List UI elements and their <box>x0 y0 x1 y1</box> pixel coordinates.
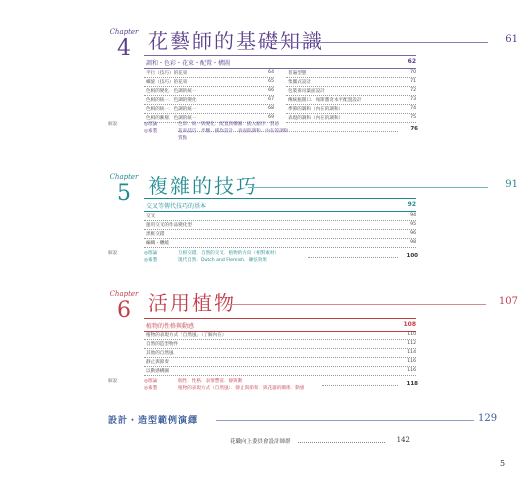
leader-line <box>298 442 385 443</box>
commentary-block-6 <box>108 378 418 394</box>
section-title: 植物的性格與動感 <box>146 323 195 330</box>
leader-line <box>178 131 398 132</box>
leader-line <box>248 187 488 188</box>
entry-page: 94 <box>410 213 416 218</box>
chapter-number: 6 <box>117 298 131 323</box>
entry-page: 67 <box>268 97 274 102</box>
leader-line <box>216 420 474 421</box>
chapter-title: 複雜的技巧 <box>148 174 258 198</box>
entry-page: 72 <box>410 88 416 93</box>
commentary-line: 色彩．統一與變化．配置與構圖．插入順序．質感 <box>178 122 280 127</box>
entry-page: 68 <box>268 106 274 111</box>
chapter-title: 活用植物 <box>148 291 236 315</box>
chapter-number: 4 <box>117 36 131 61</box>
entry-title: 色相的漸層．色調的統一 <box>146 116 197 121</box>
chapter-number: 5 <box>117 181 131 206</box>
entry-title: 色相的統一．色調的統一 <box>146 107 197 112</box>
commentary-page[interactable]: 100 <box>406 253 418 259</box>
entry-title: 傳統瓶開口．匈斯薔奇本平配置設計 <box>288 98 362 103</box>
commentary-block-5 <box>108 250 418 266</box>
entry-title: 植物的表現方式「自然風」（了解內在） <box>146 333 227 338</box>
design-title: 設計・造型範例演繹 <box>108 416 199 426</box>
tag-material: ◎素製 <box>144 258 158 263</box>
leader-line <box>308 257 398 258</box>
entry-page: 75 <box>410 115 416 120</box>
leader-line <box>258 42 488 43</box>
entry-page: 116 <box>407 368 416 373</box>
chapter-label: Chapter <box>109 173 139 181</box>
leader-line <box>322 385 398 386</box>
entry-page: 69 <box>268 115 274 120</box>
commentary-line: 質點 <box>178 136 188 141</box>
commentary-line: 植物的表現方式（自然風）．靜止與節奏．與花器的關係．動感 <box>178 386 305 391</box>
section-page: 108 <box>403 321 416 328</box>
entry-title: 交叉 <box>146 214 156 219</box>
commentary-line: 互相交錯．自然的交叉．植物的方向（相對素材） <box>178 251 280 256</box>
tag-material: ◎素製 <box>144 129 158 134</box>
commentary-block-4 <box>108 121 418 147</box>
entry-page: 116 <box>407 359 416 364</box>
entry-page: 71 <box>410 79 416 84</box>
tag-theory: ◎理論 <box>144 379 158 384</box>
designers-row[interactable] <box>230 437 410 449</box>
entry-title: 集團式設計 <box>288 80 311 85</box>
entry-title: 其他的自然風 <box>146 351 174 356</box>
entry-page: 114 <box>407 350 416 355</box>
toc-entry[interactable] <box>144 238 416 248</box>
commentary-line: 現代自然．Dutch and Flemish．礦弦效果 <box>178 258 267 263</box>
entry-page: 110 <box>407 332 416 337</box>
entry-page: 74 <box>410 106 416 111</box>
entry-page: 73 <box>410 97 416 102</box>
toc-entry[interactable] <box>144 366 416 376</box>
entry-page: 95 <box>410 222 416 227</box>
entry-title: 黑框交錯 <box>146 232 165 237</box>
chapter-title: 花藝師的基礎知識 <box>148 29 324 53</box>
commentary-line: 花束技巧．步驟．插作設計．表面的調和．內在的調和 <box>178 129 289 134</box>
section-header-5[interactable] <box>144 198 416 212</box>
entry-page: 96 <box>410 231 416 236</box>
entry-title: 運用交叉的作品變化型 <box>146 223 192 228</box>
entry-title: 自然的造型物件 <box>146 342 179 347</box>
entry-title: 色相的變化．色調的統一 <box>146 89 197 94</box>
chapter-label: Chapter <box>109 28 139 36</box>
chapter-label: Chapter <box>109 290 139 298</box>
section-title: 調和・色彩・花束・配置・構圖 <box>146 60 231 67</box>
chapter-page: 61 <box>505 34 518 45</box>
entry-title: 季節的調和（內在的調和） <box>288 107 344 112</box>
chapter-page: 91 <box>505 179 518 190</box>
tag-material: ◎素製 <box>144 386 158 391</box>
entry-title: 表現的調和（內在的調和） <box>288 116 344 121</box>
entry-page: 98 <box>410 240 416 245</box>
commentary-page[interactable]: 76 <box>410 126 418 132</box>
commentary-label: 解說 <box>108 122 118 127</box>
entry-title: 普遍型態 <box>288 71 307 76</box>
entry-page: 70 <box>410 70 416 75</box>
entry-title: 色相的統一．色調的變化 <box>146 98 197 103</box>
section-page: 62 <box>407 58 416 65</box>
entry-page: 66 <box>268 88 274 93</box>
tag-theory: ◎理論 <box>144 251 158 256</box>
commentary-text <box>178 250 279 264</box>
commentary-tags <box>144 121 157 135</box>
commentary-label: 解說 <box>108 379 118 384</box>
design-page: 129 <box>478 413 498 424</box>
entry-title: 以動感構圖 <box>146 369 169 374</box>
entry-title: 編織・纏繞 <box>146 241 169 246</box>
commentary-tags <box>144 250 157 264</box>
entry-page: 65 <box>268 79 274 84</box>
commentary-line: 個性．性格．表情豐富．靜與動 <box>178 379 243 384</box>
designers-page: 142 <box>396 436 410 444</box>
chapter-page: 107 <box>498 296 518 307</box>
tag-theory: ◎理論 <box>144 122 158 127</box>
entry-title: 靜止與節奏 <box>146 360 169 365</box>
entry-title: 螺旋（技巧）的花束 <box>146 80 188 85</box>
commentary-tags <box>144 378 157 392</box>
commentary-text <box>178 378 304 392</box>
section-page: 92 <box>407 201 416 208</box>
commentary-page[interactable]: 118 <box>406 381 418 387</box>
design-examples-row[interactable] <box>108 413 498 431</box>
section-title: 交叉等傳代技巧的基本 <box>146 203 207 210</box>
designers-title: 花職向上委員會設計師群 <box>230 439 291 445</box>
leader-line <box>228 304 486 305</box>
page-number: 5 <box>500 459 506 468</box>
commentary-label: 解說 <box>108 251 118 256</box>
entry-page: 112 <box>407 341 416 346</box>
entry-page: 64 <box>268 70 274 75</box>
entry-title: 包裝垂吊葉面設計 <box>288 89 325 94</box>
entry-title: 平行（技巧）的花束 <box>146 71 188 76</box>
section-header-4[interactable] <box>144 55 416 69</box>
